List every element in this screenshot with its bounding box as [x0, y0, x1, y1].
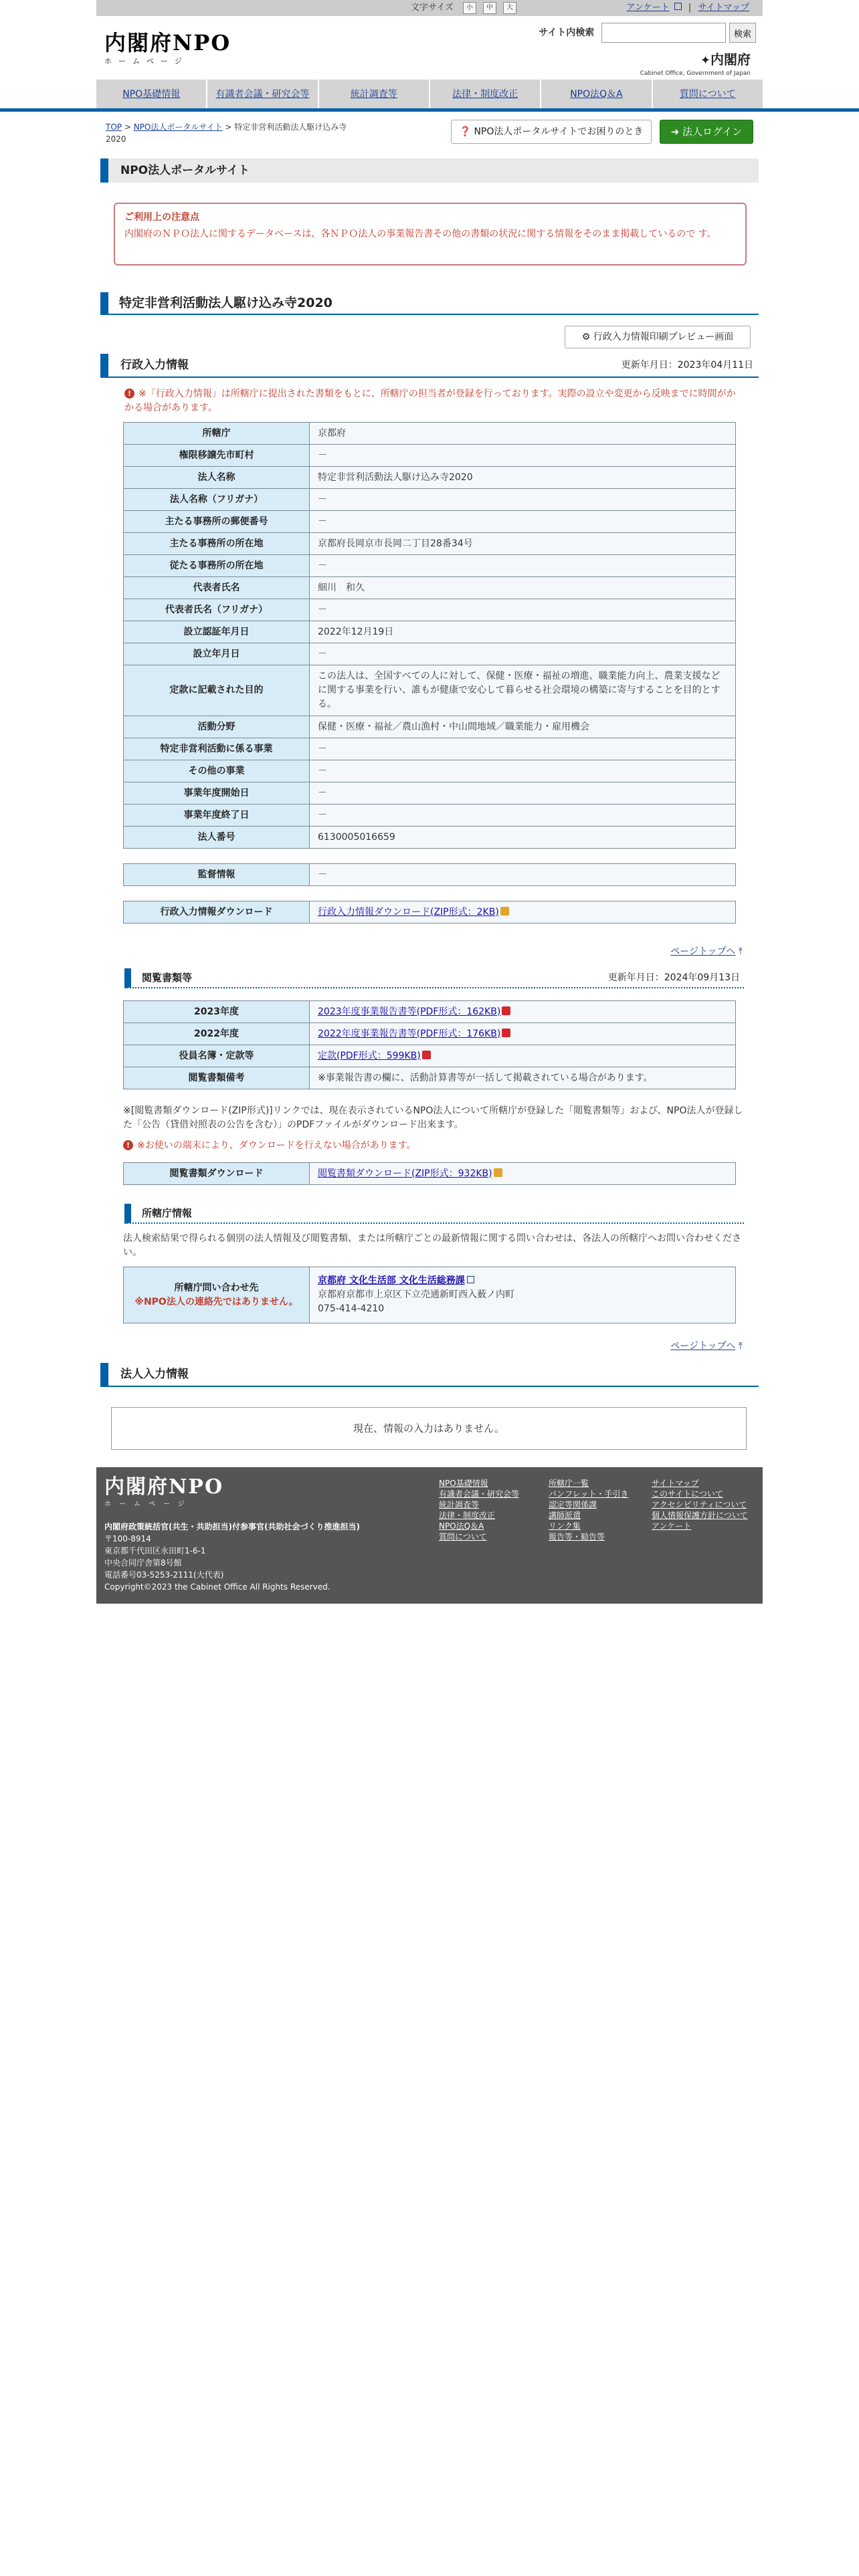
breadcrumb-current: 特定非営利活動法人駆け込み寺2020 [106, 122, 347, 144]
row-label: 所轄庁 [124, 423, 310, 445]
docs-download-link[interactable]: 閲覧書類ダウンロード(ZIP形式：932KB) [318, 1168, 492, 1179]
row-value: この法人は、全国すべての人に対して、保健・医療・福祉の増進、職業能力向上、農業支援などに関する事業を行い、誰もが健康で安心して暮らせる社会環境の構築に寄与することを目的とする。 [310, 665, 736, 716]
search-button[interactable]: 検索 [729, 23, 756, 43]
exclamation-icon: ! [123, 1140, 133, 1150]
footer-org: 内閣府政策統括官(共生・共助担当)付参事官(共助社会づくり推進担当) [104, 1522, 360, 1531]
portal-title: NPO法人ポータルサイト [100, 158, 759, 183]
footer-link[interactable]: 個人情報保護方針について [652, 1511, 748, 1520]
cao-logo-en: Cabinet Office, Government of Japan [640, 70, 751, 77]
logo-sub: ホームページ [104, 57, 189, 66]
table-row [124, 489, 736, 511]
external-link-icon [467, 1276, 474, 1283]
footer-link[interactable]: 所轄庁一覧 [549, 1479, 589, 1488]
notice-text: 内閣府のＮＰＯ法人に関するデータベースは、各ＮＰＯ法人の事業報告書その他の書類の状況に関する情報をそのまま掲載しているので す。 [124, 229, 717, 239]
gear-icon: ⚙ [581, 332, 591, 342]
usage-notice [114, 203, 747, 265]
row-label: 主たる事務所の所在地 [124, 533, 310, 555]
row-value: － [310, 445, 736, 467]
footer-address-1: 東京都千代田区永田町1-6-1 [104, 1546, 206, 1555]
pagetop-link[interactable]: ページトップへ [670, 1341, 736, 1352]
print-preview-button[interactable] [565, 326, 751, 348]
reading-docs-updated: 更新年月日：2024年09月13日 [607, 972, 740, 983]
authority-contact-link[interactable]: 京都府 文化生活部 文化生活総務課 [318, 1275, 465, 1286]
footer-link[interactable]: NPO法Q＆A [439, 1521, 484, 1531]
global-nav [96, 79, 763, 108]
footer-link[interactable]: 報告等・勧告等 [549, 1532, 605, 1541]
row-label: 法人名称 [124, 467, 310, 489]
footer-copyright: Copyright©2023 the Cabinet Office All Rights Reserved. [104, 1582, 330, 1592]
table-row [124, 533, 736, 555]
row-label: 代表者氏名 [124, 577, 310, 599]
authority-contact-address: 京都府京都市上京区下立売通新町西入薮ノ内町 [318, 1289, 514, 1300]
docs-download-label: 閲覧書類ダウンロード [124, 1163, 310, 1185]
corp-input-title-text: 法人入力情報 [120, 1368, 189, 1381]
table-row [124, 423, 736, 445]
footer-link[interactable]: アンケート [652, 1521, 692, 1531]
table-row [124, 827, 736, 849]
row-value: 京都府 [310, 423, 736, 445]
row-value: 6130005016659 [310, 827, 736, 849]
row-label: 活動分野 [124, 716, 310, 738]
row-label: 従たる事務所の所在地 [124, 555, 310, 577]
row-label: 設立認証年月日 [124, 621, 310, 643]
table-row [124, 643, 736, 665]
site-logo[interactable] [104, 29, 238, 68]
admin-download-table [123, 901, 736, 924]
footer-links-col2 [549, 1478, 628, 1542]
corporation-name-title: 特定非営利活動法人駆け込み寺2020 [100, 292, 759, 315]
row-value: － [310, 599, 736, 621]
row-label: 事業年度終了日 [124, 804, 310, 827]
nav-law-reform[interactable]: 法律・制度改正 [430, 80, 541, 108]
row-value: － [310, 643, 736, 665]
search-label: サイト内検索 [539, 27, 595, 38]
docs-articles-link[interactable]: 定款(PDF形式：599KB) [318, 1050, 421, 1061]
font-small-button[interactable]: 小 [463, 2, 476, 14]
row-value: 保健・医療・福祉／農山漁村・中山間地域／職業能力・雇用機会 [310, 716, 736, 738]
table-row [124, 599, 736, 621]
authority-description: 法人検索結果で得られる個別の法人情報及び閲覧書類、または所轄庁ごとの最新情報に関する問い合わせは、各法人の所轄庁へお問い合わせください。 [123, 1233, 741, 1258]
row-label: 事業年度開始日 [124, 782, 310, 804]
footer [96, 1467, 763, 1604]
docs-row-label: 2022年度 [124, 1023, 310, 1045]
search-input[interactable] [601, 23, 726, 43]
help-button[interactable] [451, 120, 652, 144]
corp-input-title [100, 1363, 759, 1387]
authority-contact-phone: 075-414-4210 [318, 1303, 385, 1314]
row-value: － [310, 489, 736, 511]
breadcrumb-top[interactable]: TOP [106, 122, 122, 132]
nav-expert-meetings[interactable]: 有識者会議・研究会等 [207, 80, 318, 108]
admin-download-label: 行政入力情報ダウンロード [124, 901, 310, 924]
admin-info-warning [124, 387, 743, 415]
admin-download-link[interactable]: 行政入力情報ダウンロード(ZIP形式：2KB) [318, 906, 499, 918]
row-value: － [310, 511, 736, 533]
footer-link[interactable]: 統計調査等 [439, 1500, 480, 1509]
table-row [124, 621, 736, 643]
pdf-icon [502, 1029, 510, 1037]
pdf-icon [502, 1006, 510, 1015]
nav-statistics[interactable]: 統計調査等 [319, 80, 430, 108]
authority-contact-label [124, 1267, 310, 1323]
footer-link[interactable]: このサイトについて [652, 1489, 723, 1499]
row-label: 特定非営利活動に係る事業 [124, 738, 310, 760]
docs-download-warning-text: ※お使いの端末により、ダウンロードを行えない場合があります。 [137, 1140, 416, 1151]
pdf-icon [422, 1051, 431, 1059]
row-value: － [310, 760, 736, 782]
footer-link[interactable]: 講師派遣 [549, 1511, 581, 1520]
authority-title [124, 1204, 744, 1224]
exclamation-icon: ! [124, 389, 134, 399]
row-value: 特定非営利活動法人駆け込み寺2020 [310, 467, 736, 489]
row-value: － [310, 804, 736, 827]
reading-docs-title-text: 閲覧書類等 [142, 972, 193, 984]
reading-docs-table [123, 1000, 736, 1089]
cao-logo-jp: ✦内閣府 [700, 51, 751, 68]
table-row [124, 555, 736, 577]
docs-download-warning [123, 1139, 744, 1153]
notice-heading: ご利用上の注意点 [124, 212, 199, 223]
footer-links-col1 [439, 1478, 519, 1542]
table-row [124, 760, 736, 782]
reading-docs-title [124, 968, 744, 988]
footer-link[interactable]: 質問について [439, 1532, 487, 1541]
docs-remarks-value: ※事業報告書の欄に、活動計算書等が一括して掲載されている場合があります。 [310, 1067, 736, 1089]
table-row [124, 511, 736, 533]
zip-icon [500, 907, 509, 916]
header [96, 16, 763, 79]
nav-npo-qa[interactable]: NPO法Q＆A [541, 80, 652, 108]
row-label: 代表者氏名（フリガナ） [124, 599, 310, 621]
footer-logo-sub: ホームページ [104, 1501, 193, 1508]
breadcrumb-portal[interactable]: NPO法人ポータルサイト [133, 122, 223, 132]
row-value: － [310, 555, 736, 577]
pagetop-link[interactable]: ページトップへ [670, 946, 736, 957]
corp-login-button[interactable] [660, 120, 753, 144]
footer-link[interactable]: リンク集 [549, 1521, 581, 1531]
table-row [124, 804, 736, 827]
admin-info-warning-text: ※「行政入力情報」は所轄庁に提出された書類をもとに、所轄庁の担当者が登録を行っております。実際の設立や変更から反映までに時間がかかる場合があります。 [124, 389, 736, 413]
supervision-value: － [310, 864, 736, 886]
breadcrumb [106, 121, 367, 145]
footer-link[interactable]: アクセシビリティについて [652, 1500, 747, 1509]
survey-link[interactable]: アンケート [626, 3, 670, 13]
main-content [96, 158, 763, 1467]
corp-input-empty: 現在、情報の入力はありません。 [111, 1407, 747, 1450]
cabinet-office-logo[interactable] [640, 49, 751, 79]
logo-main: 内閣府NPO [104, 30, 231, 56]
row-label: 法人名称（フリガナ） [124, 489, 310, 511]
sitemap-link[interactable]: サイトマップ [698, 3, 749, 13]
supervision-label: 監督情報 [124, 864, 310, 886]
print-row [96, 315, 763, 354]
authority-contact-value [310, 1267, 736, 1323]
table-row [124, 467, 736, 489]
pagetop-1 [96, 945, 763, 959]
row-label: 主たる事務所の郵便番号 [124, 511, 310, 533]
print-button-label: 行政入力情報印刷プレビュー画面 [593, 332, 734, 342]
utility-bar [96, 0, 763, 16]
site-search [539, 23, 756, 43]
row-label: 権限移譲先市町村 [124, 445, 310, 467]
footer-link[interactable]: サイトマップ [652, 1479, 699, 1488]
docs-2022-link[interactable]: 2022年度事業報告書等(PDF形式：176KB) [318, 1028, 501, 1039]
table-row [124, 445, 736, 467]
docs-row-label: 役員名簿・定款等 [124, 1045, 310, 1067]
row-value: 京都府長岡京市長岡二丁目28番34号 [310, 533, 736, 555]
crumb-area [96, 112, 763, 158]
authority-contact-warning: ※NPO法人の連絡先ではありません。 [134, 1296, 298, 1307]
nav-questions[interactable]: 質問について [653, 80, 763, 108]
zip-icon [494, 1168, 502, 1177]
supervision-table [123, 863, 736, 886]
admin-info-table [123, 422, 736, 849]
arrow-up-icon: ⤒ [738, 1341, 743, 1352]
footer-logo[interactable] [104, 1475, 223, 1509]
table-row [124, 577, 736, 599]
row-label: 定款に記載された目的 [124, 665, 310, 716]
table-row [124, 738, 736, 760]
docs-row-label: 2023年度 [124, 1001, 310, 1023]
footer-link[interactable]: パンフレット・手引き [549, 1489, 629, 1499]
login-button-label: 法人ログイン [682, 126, 743, 138]
nav-basic-info[interactable]: NPO基礎情報 [96, 80, 207, 108]
row-value: 2022年12月19日 [310, 621, 736, 643]
footer-links-col3 [652, 1478, 748, 1531]
authority-contact-label-text: 所轄庁問い合わせ先 [174, 1282, 259, 1293]
admin-info-title [100, 354, 759, 378]
pagetop-2 [96, 1339, 763, 1354]
breadcrumb-separator: > [122, 122, 134, 132]
docs-remarks-label: 閲覧書類備考 [124, 1067, 310, 1089]
row-value: 細川 和久 [310, 577, 736, 599]
utility-links [622, 1, 749, 15]
font-large-button[interactable]: 大 [503, 2, 516, 14]
external-link-icon [674, 3, 682, 10]
footer-link[interactable]: NPO基礎情報 [439, 1479, 488, 1488]
help-button-label: NPO法人ポータルサイトでお困りのとき [474, 126, 644, 137]
footer-address [104, 1521, 360, 1593]
footer-link[interactable]: 有識者会議・研究会等 [439, 1489, 520, 1499]
table-row [124, 782, 736, 804]
row-label: 設立年月日 [124, 643, 310, 665]
footer-link[interactable]: 認定等関係課 [549, 1500, 597, 1509]
footer-address-2: 中央合同庁舎第8号館 [104, 1558, 182, 1568]
row-label: その他の事業 [124, 760, 310, 782]
authority-title-text: 所轄庁情報 [142, 1207, 193, 1219]
admin-info-updated: 更新年月日：2023年04月11日 [621, 360, 753, 370]
docs-2023-link[interactable]: 2023年度事業報告書等(PDF形式：162KB) [318, 1006, 501, 1017]
table-row [124, 716, 736, 738]
login-icon: ➜ [670, 126, 680, 138]
authority-table [123, 1267, 736, 1323]
font-size-label: 文字サイズ [411, 3, 454, 13]
cao-emblem-icon: ✦ [700, 53, 710, 68]
footer-link[interactable]: 法律・制度改正 [439, 1511, 496, 1520]
row-value: － [310, 738, 736, 760]
docs-download-table [123, 1162, 736, 1185]
table-row [124, 665, 736, 716]
docs-download-note: ※[閲覧書類ダウンロード(ZIP形式)]リンクでは、現在表示されているNPO法人について所轄庁が登録した「閲覧書類等」および、NPO法人が登録した「公告（貸借対照表の公告を含む）」のPDFファイルがダウンロード出来ます。 [123, 1105, 743, 1130]
footer-logo-main: 内閣府NPO [104, 1475, 224, 1499]
admin-info-title-text: 行政入力情報 [120, 358, 189, 372]
row-label: 法人番号 [124, 827, 310, 849]
font-medium-button[interactable]: 中 [483, 2, 496, 14]
breadcrumb-separator: > [222, 122, 235, 132]
question-circle-icon: ❓ [459, 126, 471, 137]
separator: | [688, 3, 692, 13]
footer-phone: 電話番号03-5253-2111(大代表) [104, 1570, 224, 1580]
arrow-up-icon: ⤒ [738, 946, 743, 957]
row-value: － [310, 782, 736, 804]
footer-postal: 〒100-8914 [104, 1534, 151, 1543]
